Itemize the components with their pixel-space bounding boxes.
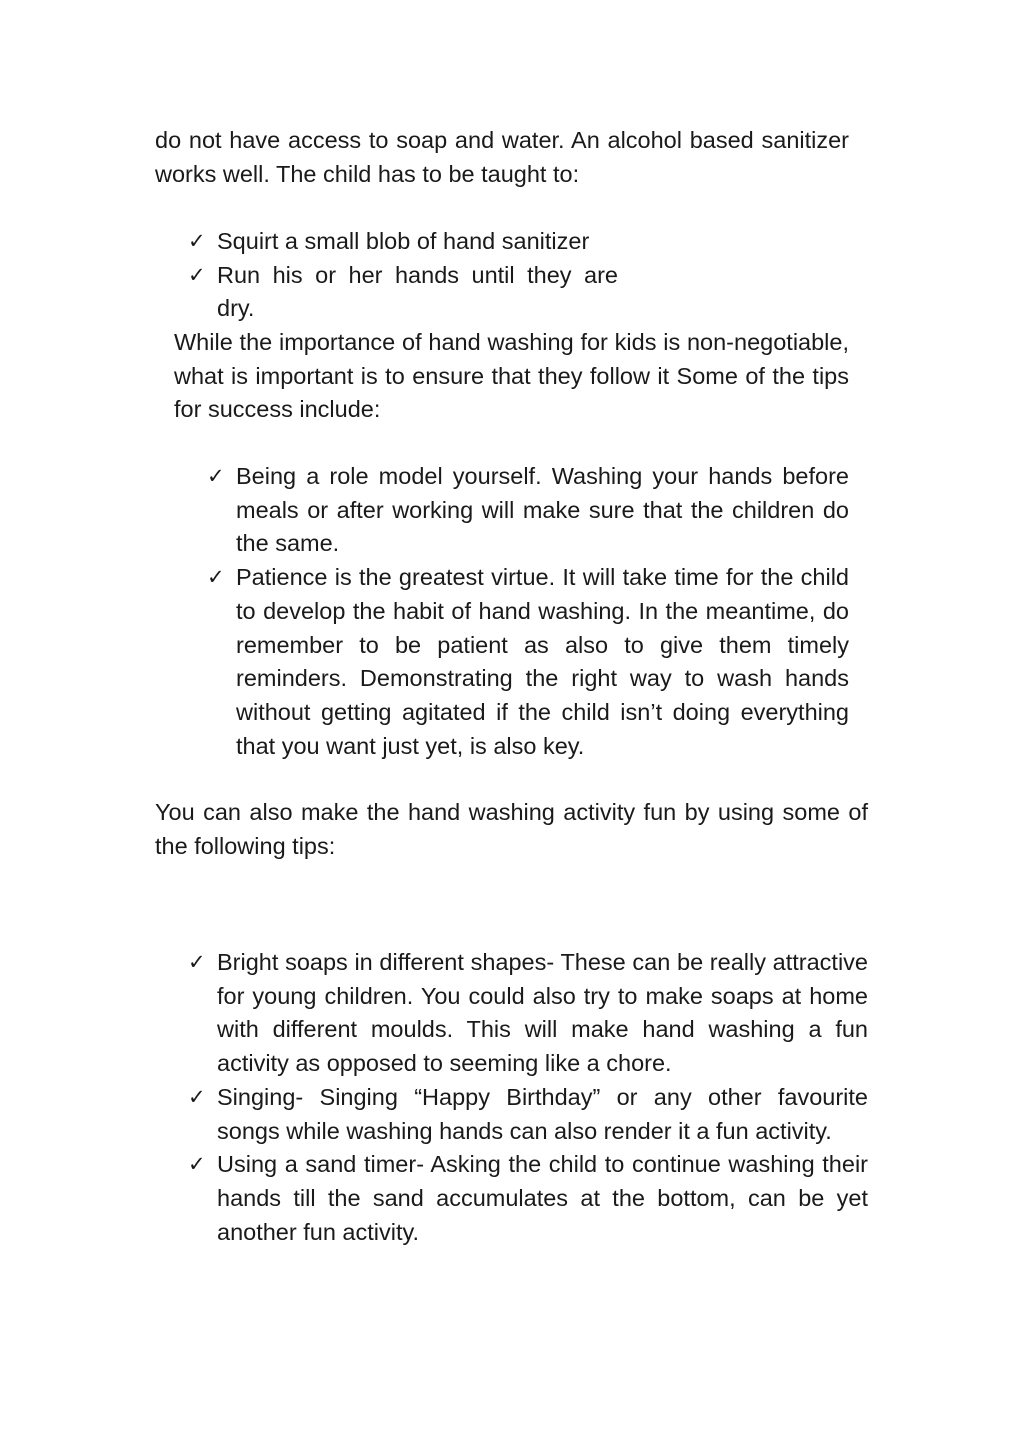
checkmark-icon: ✓	[188, 1084, 206, 1109]
checkmark-icon: ✓	[188, 950, 206, 974]
list-item-text: Using a sand timer- Asking the child to continue washing their hands till the sand accumulates at the bottom, can be yet another fun activity.	[217, 1151, 868, 1245]
fun-intro-paragraph: You can also make the hand washing activity fun by using some of the following tips:	[155, 799, 868, 859]
importance-paragraph: While the importance of hand washing for kids is non-negotiable, what is important is to ensure that they follow it Some of the tips for success include:	[174, 329, 849, 423]
list-item-text: Being a role model yourself. Washing your hands before meals or after working will make sure that the children do the same.	[236, 463, 849, 557]
list-item	[188, 946, 868, 1081]
list-item	[188, 225, 618, 259]
checkmark-icon: ✓	[207, 464, 225, 488]
list-item	[188, 1081, 868, 1148]
list-item-text: Squirt a small blob of hand sanitizer	[217, 228, 590, 254]
success-tips-list	[207, 460, 849, 763]
sanitizer-steps-list	[188, 225, 618, 326]
list-item-text: Bright soaps in different shapes- These can be really attractive for young children. You could also try to make soaps at home with different moulds. This will make hand washing a fun activity as opposed to seeming like a chore.	[217, 949, 868, 1077]
intro-paragraph: do not have access to soap and water. An alcohol based sanitizer works well. The child has to be taught to:	[155, 127, 849, 187]
checkmark-icon: ✓	[188, 262, 206, 287]
checkmark-icon: ✓	[188, 229, 206, 253]
checkmark-icon: ✓	[188, 1152, 206, 1177]
list-item-text: Singing- Singing “Happy Birthday” or any other favourite songs while washing hands can also render it a fun activity.	[217, 1083, 868, 1144]
list-item	[188, 259, 618, 326]
list-item	[188, 1148, 868, 1249]
fun-tips-list	[188, 946, 868, 1249]
list-item-text: Patience is the greatest virtue. It will take time for the child to develop the habit of hand washing. In the meantime, do remember to be patient as also to give them timely reminders. Demonstrating the right way to wash hands without getting agitated if the child isn’t doing everything that you want just yet, is also key.	[236, 564, 849, 759]
list-item	[207, 460, 849, 561]
checkmark-icon: ✓	[207, 565, 225, 590]
list-item	[207, 561, 849, 763]
list-item-text: Run his or her hands until they are dry.	[217, 261, 618, 322]
